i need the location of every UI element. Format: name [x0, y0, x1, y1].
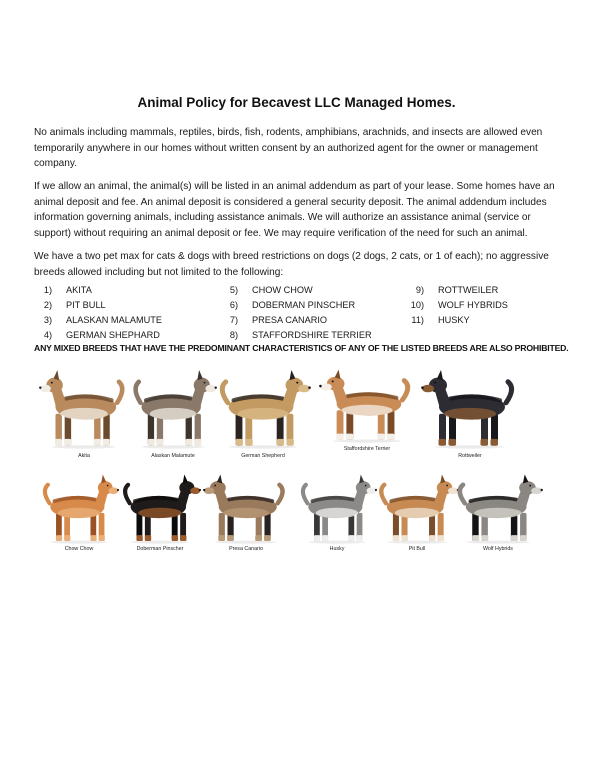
animal-addendum-paragraph: If we allow an animal, the animal(s) will be listed in an animal addendum as part of your lease. Some homes have an animal deposit and fee. An animal deposit is considered a general security deposit. The animal addendum includes information governing animals, including assistance animals. We will authorize an assistance animal (service or support) without requiring an animal deposit or fee. We may require verification of the need for such an animal. — [34, 181, 555, 239]
eye-shape — [446, 485, 448, 487]
staffordshire-terrier-illustration — [318, 365, 416, 443]
document-title: Animal Policy for Becavest LLC Managed Homes. — [137, 95, 456, 110]
presa-canario-illustration — [202, 470, 290, 544]
belly-shape — [342, 405, 393, 416]
paw-shape — [472, 535, 479, 541]
paw-shape — [314, 535, 320, 541]
ear-shape — [217, 474, 222, 483]
pit-bull-illustration — [374, 470, 460, 544]
eye-shape — [214, 485, 216, 487]
paw-shape — [218, 535, 225, 541]
tail-shape — [117, 382, 122, 403]
paw-shape — [439, 439, 447, 446]
mixed-breed-warning: ANY MIXED BREEDS THAT HAVE THE PREDOMINANT CHARACTERISTICS OF ANY OF THE LISTED BREEDS ARE ALSO PROHIBITED. — [34, 343, 569, 353]
eye-shape — [189, 485, 191, 487]
muzzle-shape — [190, 487, 200, 494]
paw-shape — [481, 535, 488, 541]
paw-shape — [103, 439, 110, 446]
nose-shape — [541, 489, 543, 491]
belly-shape — [316, 508, 359, 518]
belly-shape — [58, 508, 101, 518]
pit-bull-caption: Pit Bull — [408, 546, 426, 552]
breed-item: 10) WOLF HYBRIDS — [410, 300, 508, 310]
eye-shape — [107, 485, 109, 487]
ear-shape — [289, 370, 295, 380]
ground-shadow — [229, 445, 298, 448]
akita-caption: Akita — [78, 453, 90, 459]
no-animals-paragraph: No animals including mammals, reptiles, birds, fish, rodents, amphibians, arachnids, and insects are allowed even temporarily anywhere in our homes without written consent by an authorized agent for the owner or management company. — [34, 127, 543, 170]
ground-shadow — [131, 541, 190, 544]
paw-shape — [346, 434, 353, 440]
paw-shape — [393, 535, 399, 541]
nose-shape — [203, 489, 205, 491]
eye-shape — [204, 382, 206, 384]
muzzle-shape — [40, 385, 51, 393]
eye-shape — [332, 380, 334, 382]
paw-shape — [357, 535, 363, 541]
paw-shape — [277, 439, 284, 446]
paw-shape — [429, 535, 435, 541]
dog-figure — [125, 474, 201, 541]
ground-shadow — [435, 445, 505, 448]
paw-shape — [245, 439, 252, 446]
dog-figure — [460, 474, 543, 541]
ground-shadow — [466, 541, 530, 544]
breed-item: 9) ROTTWEILER — [415, 285, 499, 295]
paw-shape — [64, 535, 70, 541]
ground-shadow — [308, 541, 365, 544]
paw-shape — [94, 439, 101, 446]
ear-shape — [359, 474, 364, 483]
paw-shape — [387, 434, 394, 440]
paw-shape — [99, 535, 105, 541]
paw-shape — [402, 535, 408, 541]
rottweiler-photo — [420, 365, 520, 460]
muzzle-shape — [109, 487, 119, 494]
german-shepherd-illustration — [214, 365, 312, 449]
german-shepherd-photo — [214, 365, 312, 460]
belly-shape — [223, 508, 269, 518]
ear-shape — [54, 370, 60, 380]
muzzle-shape — [298, 385, 310, 393]
paw-shape — [148, 439, 155, 446]
paw-shape — [172, 535, 178, 541]
doberman-pinscher-caption: Doberman Pinscher — [136, 546, 184, 552]
dog-figure — [136, 370, 217, 446]
breed-item: 3) ALASKAN MALAMUTE — [43, 315, 162, 325]
staffordshire-terrier-caption: Staffordshire Terrier — [343, 446, 391, 452]
nose-shape — [319, 385, 322, 388]
paw-shape — [287, 439, 294, 446]
husky-photo — [296, 470, 378, 558]
belly-shape — [238, 408, 289, 420]
muzzle-shape — [422, 385, 434, 393]
staffordshire-terrier-photo — [318, 365, 416, 460]
wolf-hybrids-caption: Wolf Hybrids — [483, 546, 513, 552]
eye-shape — [529, 485, 531, 487]
dog-figure — [381, 474, 459, 541]
rottweiler-caption: Rottweiler — [458, 453, 482, 459]
breed-item: 1) AKITA — [43, 285, 92, 295]
wolf-hybrids-photo — [452, 470, 544, 558]
wolf-hybrids-illustration — [452, 470, 544, 544]
muzzle-shape — [320, 383, 332, 390]
paw-shape — [336, 434, 343, 440]
tail-shape — [136, 382, 141, 403]
pet-limit-paragraph: We have a two pet max for cats & dogs with breed restrictions on dogs (2 dogs, 2 cats, or 1 of each); no aggressive breeds allowed including but not limited to the following: — [34, 251, 549, 278]
alaskan-malamute-caption: Alaskan Malamute — [151, 453, 195, 459]
ear-shape — [101, 474, 106, 483]
breed-item: 5) CHOW CHOW — [229, 285, 313, 295]
belly-shape — [395, 508, 440, 518]
eye-shape — [434, 382, 436, 384]
ground-shadow — [142, 445, 205, 448]
tail-shape — [402, 381, 407, 401]
belly-shape — [60, 408, 108, 420]
nose-shape — [308, 386, 311, 389]
ear-shape — [440, 474, 445, 483]
ear-shape — [437, 370, 443, 380]
paw-shape — [186, 439, 193, 446]
ear-shape — [197, 370, 202, 380]
husky-illustration — [296, 470, 378, 544]
doberman-pinscher-illustration — [118, 470, 202, 544]
tail-shape — [45, 485, 50, 504]
dog-figure — [303, 474, 377, 541]
tail-shape — [506, 382, 512, 403]
ground-shadow — [50, 541, 107, 544]
tail-shape — [303, 485, 308, 504]
ground-shadow — [387, 541, 447, 544]
chow-chow-caption: Chow Chow — [64, 546, 94, 552]
paw-shape — [264, 535, 271, 541]
paw-shape — [520, 535, 527, 541]
breed-item: 7) PRESA CANARIO — [229, 315, 328, 325]
paw-shape — [348, 535, 354, 541]
nose-shape — [199, 489, 201, 491]
muzzle-shape — [531, 487, 542, 494]
chow-chow-photo — [38, 470, 120, 558]
belly-shape — [444, 408, 496, 420]
paw-shape — [55, 439, 62, 446]
paw-shape — [180, 535, 186, 541]
tail-shape — [278, 485, 283, 504]
dog-figure — [203, 474, 283, 541]
akita-illustration — [38, 365, 130, 449]
paw-shape — [227, 535, 234, 541]
paw-shape — [145, 535, 151, 541]
ground-shadow — [333, 439, 402, 442]
paw-shape — [136, 535, 142, 541]
paw-shape — [195, 439, 202, 446]
paw-shape — [236, 439, 243, 446]
paw-shape — [481, 439, 489, 446]
nose-shape — [421, 386, 424, 389]
ground-shadow — [52, 445, 116, 448]
alaskan-malamute-photo — [128, 365, 218, 460]
dog-figure — [222, 370, 311, 446]
rottweiler-illustration — [420, 365, 520, 449]
akita-photo — [38, 365, 130, 460]
paw-shape — [157, 439, 164, 446]
ground-shadow — [215, 541, 277, 544]
ear-shape — [523, 474, 529, 483]
dog-figure — [39, 370, 122, 446]
belly-shape — [138, 508, 182, 518]
tail-shape — [381, 485, 386, 504]
paw-shape — [511, 535, 518, 541]
breed-item: 2) PIT BULL — [43, 300, 106, 310]
tail-shape — [460, 485, 465, 504]
husky-caption: Husky — [329, 546, 345, 552]
eye-shape — [365, 485, 367, 487]
paw-shape — [90, 535, 96, 541]
alaskan-malamute-illustration — [128, 365, 218, 449]
tail-shape — [125, 485, 130, 504]
paw-shape — [64, 439, 71, 446]
breed-item: 6) DOBERMAN PINSCHER — [229, 300, 356, 310]
paw-shape — [491, 439, 499, 446]
ear-shape — [335, 370, 341, 379]
nose-shape — [39, 386, 41, 388]
breed-item: 11) HUSKY — [411, 315, 470, 325]
paw-shape — [377, 434, 384, 440]
dog-figure — [45, 474, 119, 541]
chow-chow-illustration — [38, 470, 120, 544]
presa-canario-caption: Presa Canario — [229, 546, 263, 552]
belly-shape — [474, 508, 522, 518]
belly-shape — [150, 408, 197, 420]
doberman-pinscher-photo — [118, 470, 202, 558]
german-shepherd-caption: German Shepherd — [241, 453, 285, 459]
paw-shape — [255, 535, 262, 541]
paw-shape — [449, 439, 457, 446]
muzzle-shape — [204, 487, 215, 494]
dog-figure — [421, 370, 511, 446]
eye-shape — [296, 382, 298, 384]
paw-shape — [322, 535, 328, 541]
breed-item: 8) STAFFORDSHIRE TERRIER — [229, 330, 372, 340]
paw-shape — [438, 535, 444, 541]
eye-shape — [51, 382, 53, 384]
pit-bull-photo — [374, 470, 460, 558]
paw-shape — [56, 535, 62, 541]
ear-shape — [183, 474, 188, 483]
breed-item: 4) GERMAN SHEPHARD — [43, 330, 160, 340]
presa-canario-photo — [202, 470, 290, 558]
dog-figure — [319, 370, 408, 440]
tail-shape — [222, 382, 227, 403]
